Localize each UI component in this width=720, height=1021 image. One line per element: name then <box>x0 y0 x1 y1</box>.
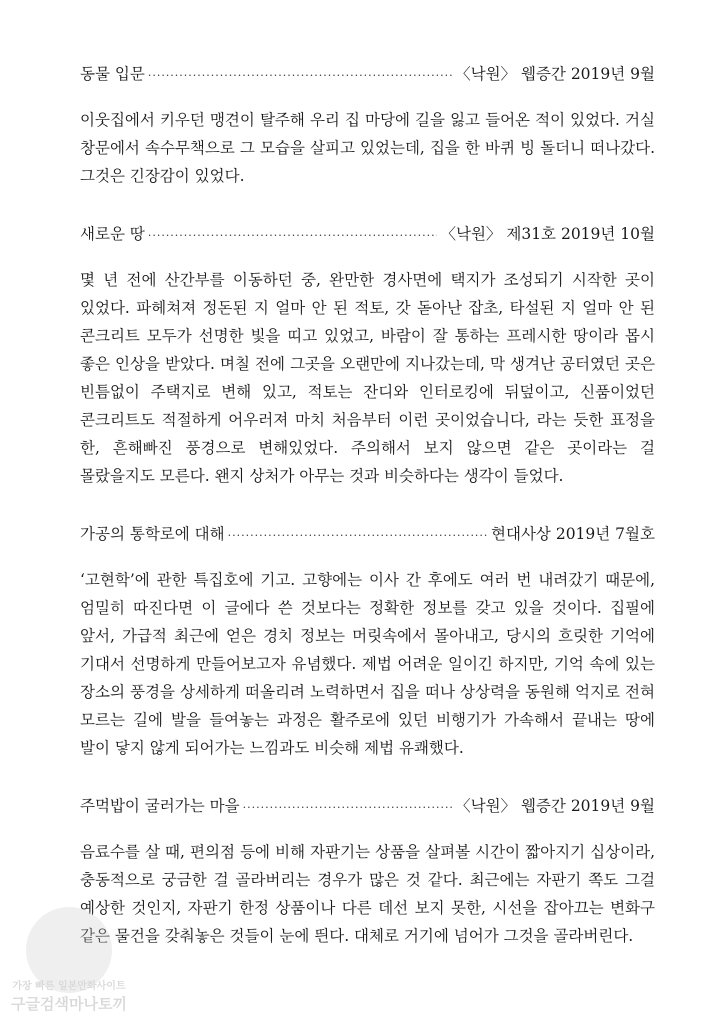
entry-source: 〈낙원〉 웹증간 2019년 9월 <box>455 797 655 815</box>
entry-body: 몇 년 전에 산간부를 이동하던 중, 완만한 경사면에 택지가 조성되기 시작한 곳이 있었다. 파헤쳐져 정돈된 지 얼마 안 된 적토, 갓 돋아난 잡초, 타설된 지 얼마 안 된 콘크리트 모두가 선명한 빛을 띠고 있었고, 바람이 잘 통하는 프레시한 땅이라 몹시 좋은 인상을 받았다. 며칠 전에 그곳을 오랜만에 지나갔는데, 막 생겨난 공터였던 곳은 빈틈없이 주택지로 변해 있고, 적토는 잔디와 인터로킹에 뒤덮이고, 신품이었던 콘크리트도 적절하게 어우러져 마치 처음부터 이런 곳이었습니다, 라는 듯한 표정을 한, 흔해빠진 풍경으로 변해있었다. 주의해서 보지 않으면 같은 곳이라는 걸 몰랐을지도 모른다. 왠지 상처가 아무는 것과 비슷하다는 생각이 들었다. <box>80 271 655 485</box>
entry-title: 주먹밥이 굴러가는 마을 <box>80 797 240 815</box>
entry-rice-ball-village <box>80 792 655 950</box>
entry-fictional-school-route <box>80 520 655 762</box>
entry-title: 가공의 통학로에 대해 <box>80 525 225 543</box>
entry-heading <box>80 792 655 820</box>
entry-animal-intro <box>80 60 655 190</box>
watermark-line1: 가장 빠른 일본만화사이트 <box>12 981 126 992</box>
dot-leader <box>228 522 488 550</box>
document-page <box>80 60 655 980</box>
entry-body: ‘고현학’에 관한 특집호에 기고. 고향에는 이사 간 후에도 여러 번 내려갔기 때문에, 엄밀히 따진다면 이 글에다 쓴 것보다는 정확한 정보를 갖고 있을 것이다. 집필에 앞서, 가급적 최근에 얻은 경치 정보는 머릿속에서 몰아내고, 당시의 흐릿한 기억에 기대서 선명하게 만들어보고자 유념했다. 제법 어려운 일이긴 하지만, 기억 속에 있는 장소의 풍경을 상세하게 떠올리려 노력하면서 집을 떠나 상상력을 동원해 억지로 전혀 모르는 길에 발을 들여놓는 과정은 활주로에 있던 비행기가 가속해서 끝내는 땅에 발이 닿지 않게 되어가는 느낌과도 비슷해 제법 유쾌했다. <box>80 571 655 757</box>
entry-source: 〈낙원〉 웹증간 2019년 9월 <box>455 65 655 83</box>
watermark-line2: 구글검색마나토끼 <box>11 995 127 1013</box>
entry-title: 동물 입문 <box>80 65 145 83</box>
dot-leader <box>148 222 438 250</box>
dot-leader <box>243 794 453 822</box>
entry-title: 새로운 땅 <box>80 225 145 243</box>
entry-body: 이웃집에서 키우던 맹견이 탈주해 우리 집 마당에 길을 잃고 들어온 적이 있었다. 거실 창문에서 속수무책으로 그 모습을 살피고 있었는데, 집을 한 바퀴 빙 돌더니 떠나갔다. 그것은 긴장감이 있었다. <box>80 111 655 185</box>
entry-source: 현대사상 2019년 7월호 <box>491 525 655 543</box>
entry-body: 음료수를 살 때, 편의점 등에 비해 자판기는 상품을 살펴볼 시간이 짧아지기 십상이라, 충동적으로 궁금한 걸 골라버리는 경우가 많은 것 같다. 최근에는 자판기 쪽도 그걸 예상한 것인지, 자판기 한정 상품이나 다른 데선 보지 못한, 시선을 잡아끄는 변화구 같은 물건을 갖춰놓은 것들이 눈에 띈다. 대체로 거기에 넘어가 그것을 골라버린다. <box>80 843 655 945</box>
entry-source: 〈낙원〉 제31호 2019년 10월 <box>440 225 655 243</box>
entry-heading <box>80 60 655 88</box>
entry-new-land <box>80 220 655 490</box>
entry-heading <box>80 220 655 248</box>
dot-leader <box>148 62 452 90</box>
entry-heading <box>80 520 655 548</box>
